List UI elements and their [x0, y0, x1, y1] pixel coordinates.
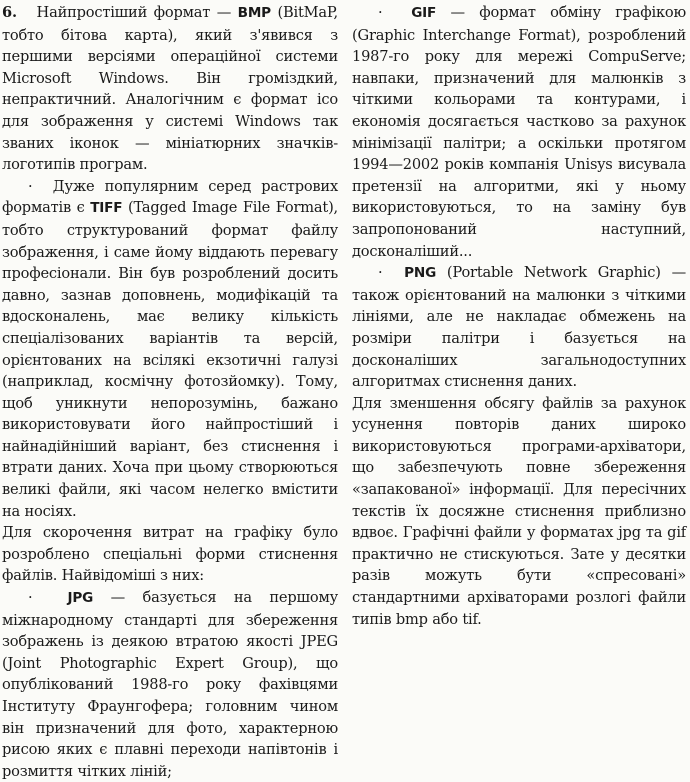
gif-term: GIF	[411, 5, 437, 21]
jpg-term: JPG	[67, 590, 94, 607]
gif-description: — формат обміну графікою (Graphic Interchange Format), розроблений 1987-го року для мережі CompuServe; навпаки, призначений для малюнків з чіткими кольорами та контурами, і економія досягається частково за рахунок мінімізації палітри; а оскільки протягом 1994—2002 років компанія Unisys висувала претензії на алгоритми, які у ньому використовуються, то на заміну був запропонований наступний, досконаліший...	[352, 4, 686, 260]
png-description: (Portable Network Graphic) — також орієнтований на малюнки з чіткими лініями, але не накладає обмежень на розміри палітри і базується на досконаліших загальнодоступних алгоритмах стиснення даних.	[352, 264, 686, 391]
gif-paragraph	[352, 2, 686, 262]
closing-paragraph: Для зменшення обсягу файлів за рахунок усунення повторів даних широко використовуються програми-архіватори, що забезпечують повне збереження «запакованої» інформації. Для пересічних текстів їх досяжне стиснення приблизно вдвоє. Графічні файли у форматах jpg та gif практично не стискуються. Зате у десятки разів можуть бути «спресовані» стандартними архіваторами розлогі файли типів bmp або tif.	[352, 394, 686, 628]
tiff-description: (Tagged Image File Format), тобто структурований формат файлу зображення, і саме йому віддають перевагу професіонали. Він був розроблений досить давно, зазнав доповнень, модифікацій та вдосконалень, має велику кількість спеціалізованих варіантів та версій, орієнтованих на всілякі екзотичні галузі (наприклад, космічну фотозйомку). Тому, щоб уникнути непорозумінь, бажано використовувати його найпростіший і найнадійніший варіант, без стиснення і втрати даних. Хоча при цьому створюються великі файли, які часом нелегко вмістити на носіях.	[2, 199, 338, 520]
tiff-term: TIFF	[90, 200, 123, 217]
bullet: ·	[28, 177, 33, 195]
bmp-term: BMP	[237, 5, 271, 21]
right-column	[352, 2, 686, 630]
tiff-intro-text: Дуже популярним серед растрових форматів є	[2, 177, 338, 217]
bullet: ·	[28, 589, 33, 607]
left-column	[2, 2, 338, 782]
jpg-description: — базується на першому міжнародному стандарті для збереження зображень із деякою втратою якості JPEG (Joint Photographic Expert Group), що опублікований 1988-го року фахівцями Інституту Фраунгофера; головним чином він призначений для фото, характерною рисою яких є плавні переходи напівтонів і розмиття чітких ліній;	[2, 589, 338, 780]
png-paragraph	[352, 262, 686, 393]
bmp-description: (BitMaP, тобто бітова карта), який з'явився з першими версіями операційної системи Microsoft Windows. Він громіздкий, непрактичний. Аналогічним є формат ico для зображення у системі Windows так званих іконок — мініатюрних значків-логотипів програм.	[2, 4, 338, 174]
bmp-intro-text: Найпростіший формат —	[36, 4, 238, 21]
bullet: ·	[378, 264, 383, 282]
item-number: 6.	[2, 4, 17, 21]
jpg-paragraph	[2, 587, 338, 782]
compression-paragraph: Для скорочення витрат на графіку було розроблено спеціальні форми стиснення файлів. Найвідоміші з них:	[2, 524, 338, 585]
tiff-paragraph	[2, 176, 338, 523]
bullet: ·	[378, 4, 383, 21]
png-term: PNG	[404, 265, 437, 282]
bmp-paragraph	[2, 2, 338, 176]
